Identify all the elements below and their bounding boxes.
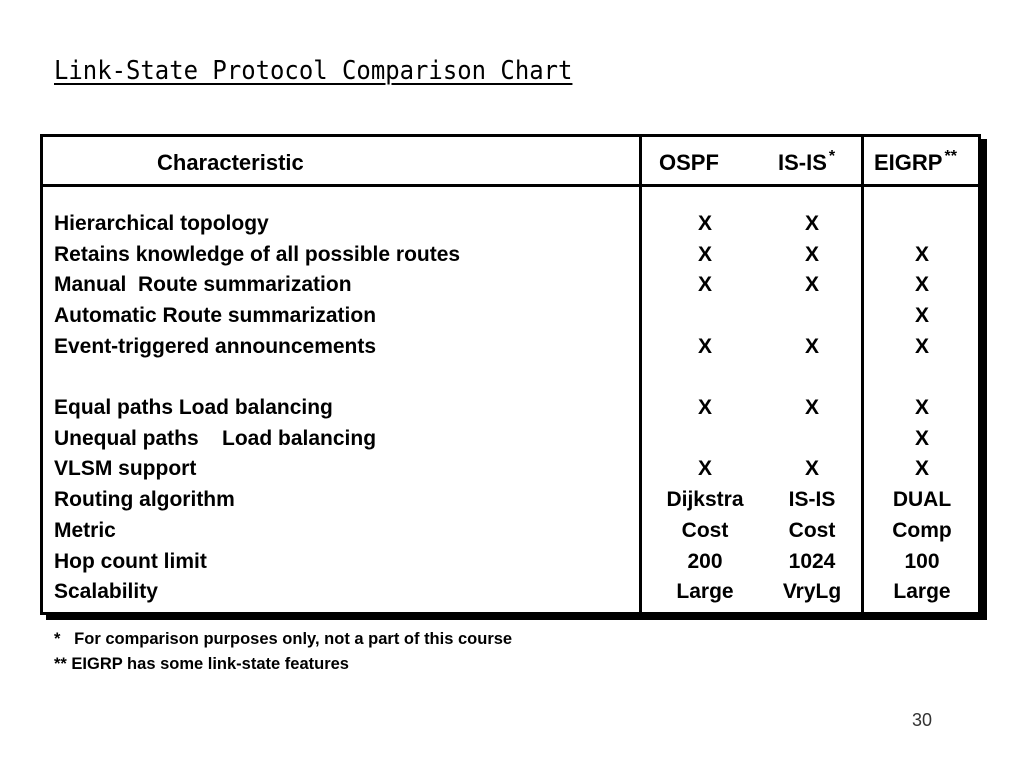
row-label: Automatic Route summarization <box>54 304 377 327</box>
cell-ospf: 200 <box>687 550 723 573</box>
header-eigrp-footnote-mark: ** <box>944 148 957 165</box>
footnote-1: * For comparison purposes only, not a part of this course <box>54 630 513 648</box>
row-label: Unequal paths Load balancing <box>54 427 377 450</box>
cell-eigrp: X <box>914 396 929 419</box>
cell-ospf: X <box>697 243 712 266</box>
cell-ospf: Large <box>676 580 734 603</box>
table-row <box>43 427 978 457</box>
table-row <box>43 335 978 365</box>
row-label: Routing algorithm <box>54 488 235 511</box>
cell-ospf: X <box>697 335 712 358</box>
slide-title: Link-State Protocol Comparison Chart <box>54 56 573 86</box>
table-row <box>43 396 978 426</box>
cell-isis: X <box>804 273 819 296</box>
row-label: Equal paths Load balancing <box>54 396 333 419</box>
cell-eigrp: X <box>914 457 929 480</box>
page-number: 30 <box>912 710 933 730</box>
cell-eigrp: Comp <box>892 519 952 542</box>
row-label: Manual Route summarization <box>54 273 352 296</box>
cell-ospf: X <box>697 396 712 419</box>
cell-ospf: Dijkstra <box>666 488 744 511</box>
table-row <box>43 550 978 580</box>
comparison-table <box>40 134 981 615</box>
row-label: Metric <box>54 519 116 542</box>
cell-ospf: X <box>697 457 712 480</box>
cell-eigrp: 100 <box>904 550 940 573</box>
cell-eigrp: DUAL <box>892 488 952 511</box>
cell-ospf: X <box>697 212 712 235</box>
table-row <box>43 304 978 334</box>
header-characteristic: Characteristic <box>157 150 304 175</box>
cell-ospf: X <box>697 273 712 296</box>
row-label: Retains knowledge of all possible routes <box>54 243 461 266</box>
cell-isis: 1024 <box>788 550 836 573</box>
row-label: VLSM support <box>54 457 197 480</box>
header-isis <box>778 150 835 176</box>
cell-eigrp: X <box>914 427 929 450</box>
table-row <box>43 457 978 487</box>
row-label: Event-triggered announcements <box>54 335 377 358</box>
cell-isis: X <box>804 243 819 266</box>
cell-isis: X <box>804 457 819 480</box>
cell-isis: VryLg <box>782 580 842 603</box>
table-row <box>43 580 978 610</box>
cell-isis: IS-IS <box>788 488 836 511</box>
cell-eigrp: Large <box>893 580 951 603</box>
table-row <box>43 519 978 549</box>
table-row <box>43 488 978 518</box>
cell-eigrp: X <box>914 304 929 327</box>
footnote-2: ** EIGRP has some link-state features <box>54 655 349 673</box>
cell-isis: X <box>804 212 819 235</box>
cell-isis: X <box>804 396 819 419</box>
cell-eigrp: X <box>914 243 929 266</box>
cell-isis: X <box>804 335 819 358</box>
cell-isis: Cost <box>788 519 836 542</box>
row-label: Scalability <box>54 580 158 603</box>
row-label: Hierarchical topology <box>54 212 269 235</box>
header-ospf: OSPF <box>659 150 719 175</box>
table-row <box>43 212 978 242</box>
cell-eigrp: X <box>914 273 929 296</box>
table-row <box>43 243 978 273</box>
header-isis-footnote-mark: * <box>828 148 836 165</box>
cell-eigrp: X <box>914 335 929 358</box>
row-label: Hop count limit <box>54 550 207 573</box>
table-row <box>43 273 978 303</box>
cell-ospf: Cost <box>681 519 729 542</box>
header-isis-label: IS-IS <box>778 150 827 175</box>
header-eigrp <box>874 150 957 176</box>
header-divider <box>43 184 978 187</box>
header-eigrp-label: EIGRP <box>874 150 943 175</box>
